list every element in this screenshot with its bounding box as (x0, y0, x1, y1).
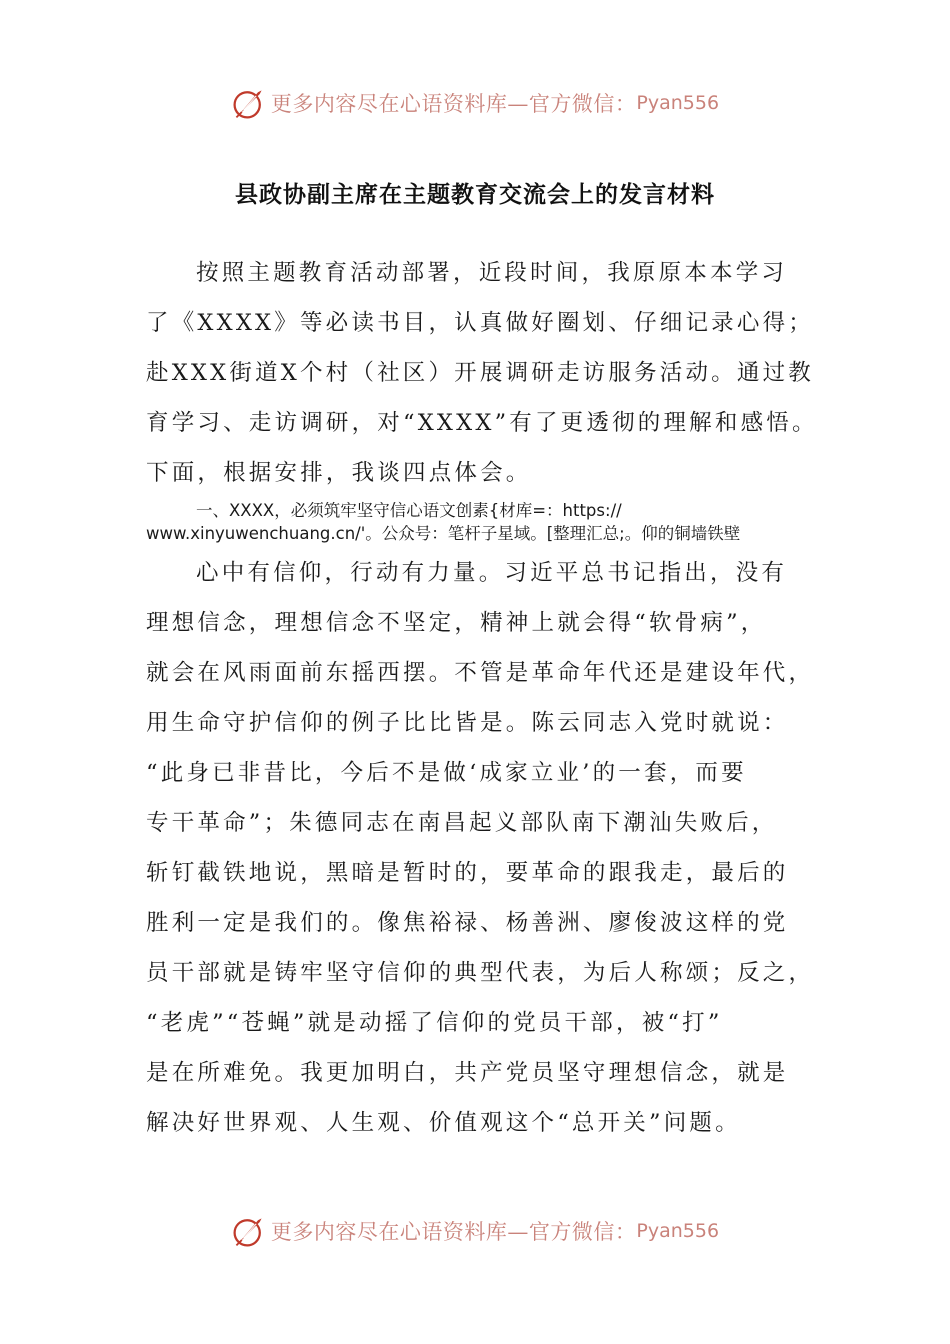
paragraph-line: 是在所难免。我更加明白，共产党员坚守理想信念，就是 (146, 1060, 789, 1086)
paragraph-line: 理想信念，理想信念不坚定，精神上就会得“软骨病”， (146, 610, 767, 636)
banner-text: 更多内容尽在心语资料库—官方微信： (270, 1220, 637, 1244)
paragraph-line: 胜利一定是我们的。像焦裕禄、杨善洲、廖俊波这样的党 (146, 910, 789, 936)
document-title: 县政协副主席在主题教育交流会上的发言材料 (235, 182, 715, 208)
paragraph-line: 育学习、走访调研，对“XXXX”有了更透彻的理解和感悟。 (146, 410, 818, 436)
paragraph-line: 赴XXX街道X个村（社区）开展调研走访服务活动。通过教 (146, 360, 814, 386)
paragraph-line: 下面，根据安排，我谈四点体会。 (146, 460, 532, 486)
paragraph-line: 解决好世界观、人生观、价值观这个“总开关”问题。 (146, 1110, 741, 1136)
footer-banner (0, 1206, 950, 1256)
quill-logo-icon (231, 1213, 267, 1249)
paragraph-line: “老虎”“苍蝇”就是动摇了信仰的党员干部，被“打” (146, 1010, 723, 1036)
paragraph-line: 按照主题教育活动部署，近段时间，我原原本本学习 (196, 260, 788, 286)
paragraph-line: 专干革命”；朱德同志在南昌起义部队南下潮汕失败后， (146, 810, 778, 836)
quill-logo-icon (231, 85, 267, 121)
wechat-id: Pyan556 (636, 1220, 720, 1242)
paragraph-line: 心中有信仰，行动有力量。习近平总书记指出，没有 (196, 560, 788, 586)
section-heading-line: www.xinyuwenchuang.cn/'。公众号：笔杆子星域。[整理汇总;。仰的铜墙铁壁 (146, 524, 741, 543)
paragraph-line: 就会在风雨面前东摇西摆。不管是革命年代还是建设年代， (146, 660, 815, 686)
paragraph-line: “此身已非昔比，今后不是做‘成家立业’的一套，而要 (146, 760, 747, 786)
wechat-id: Pyan556 (636, 92, 720, 114)
paragraph-line: 员干部就是铸牢坚守信仰的典型代表，为后人称颂；反之， (146, 960, 815, 986)
header-banner (0, 78, 950, 128)
banner-text: 更多内容尽在心语资料库—官方微信： (270, 92, 637, 116)
paragraph-line: 用生命守护信仰的例子比比皆是。陈云同志入党时就说： (146, 710, 789, 736)
paragraph-line: 斩钉截铁地说，黑暗是暂时的，要革命的跟我走，最后的 (146, 860, 789, 886)
section-heading-line: 一、XXXX，必须筑牢坚守信心语文创素{材库=：https:// (196, 501, 622, 520)
paragraph-line: 了《XXXX》等必读书目，认真做好圈划、仔细记录心得； (146, 310, 814, 336)
